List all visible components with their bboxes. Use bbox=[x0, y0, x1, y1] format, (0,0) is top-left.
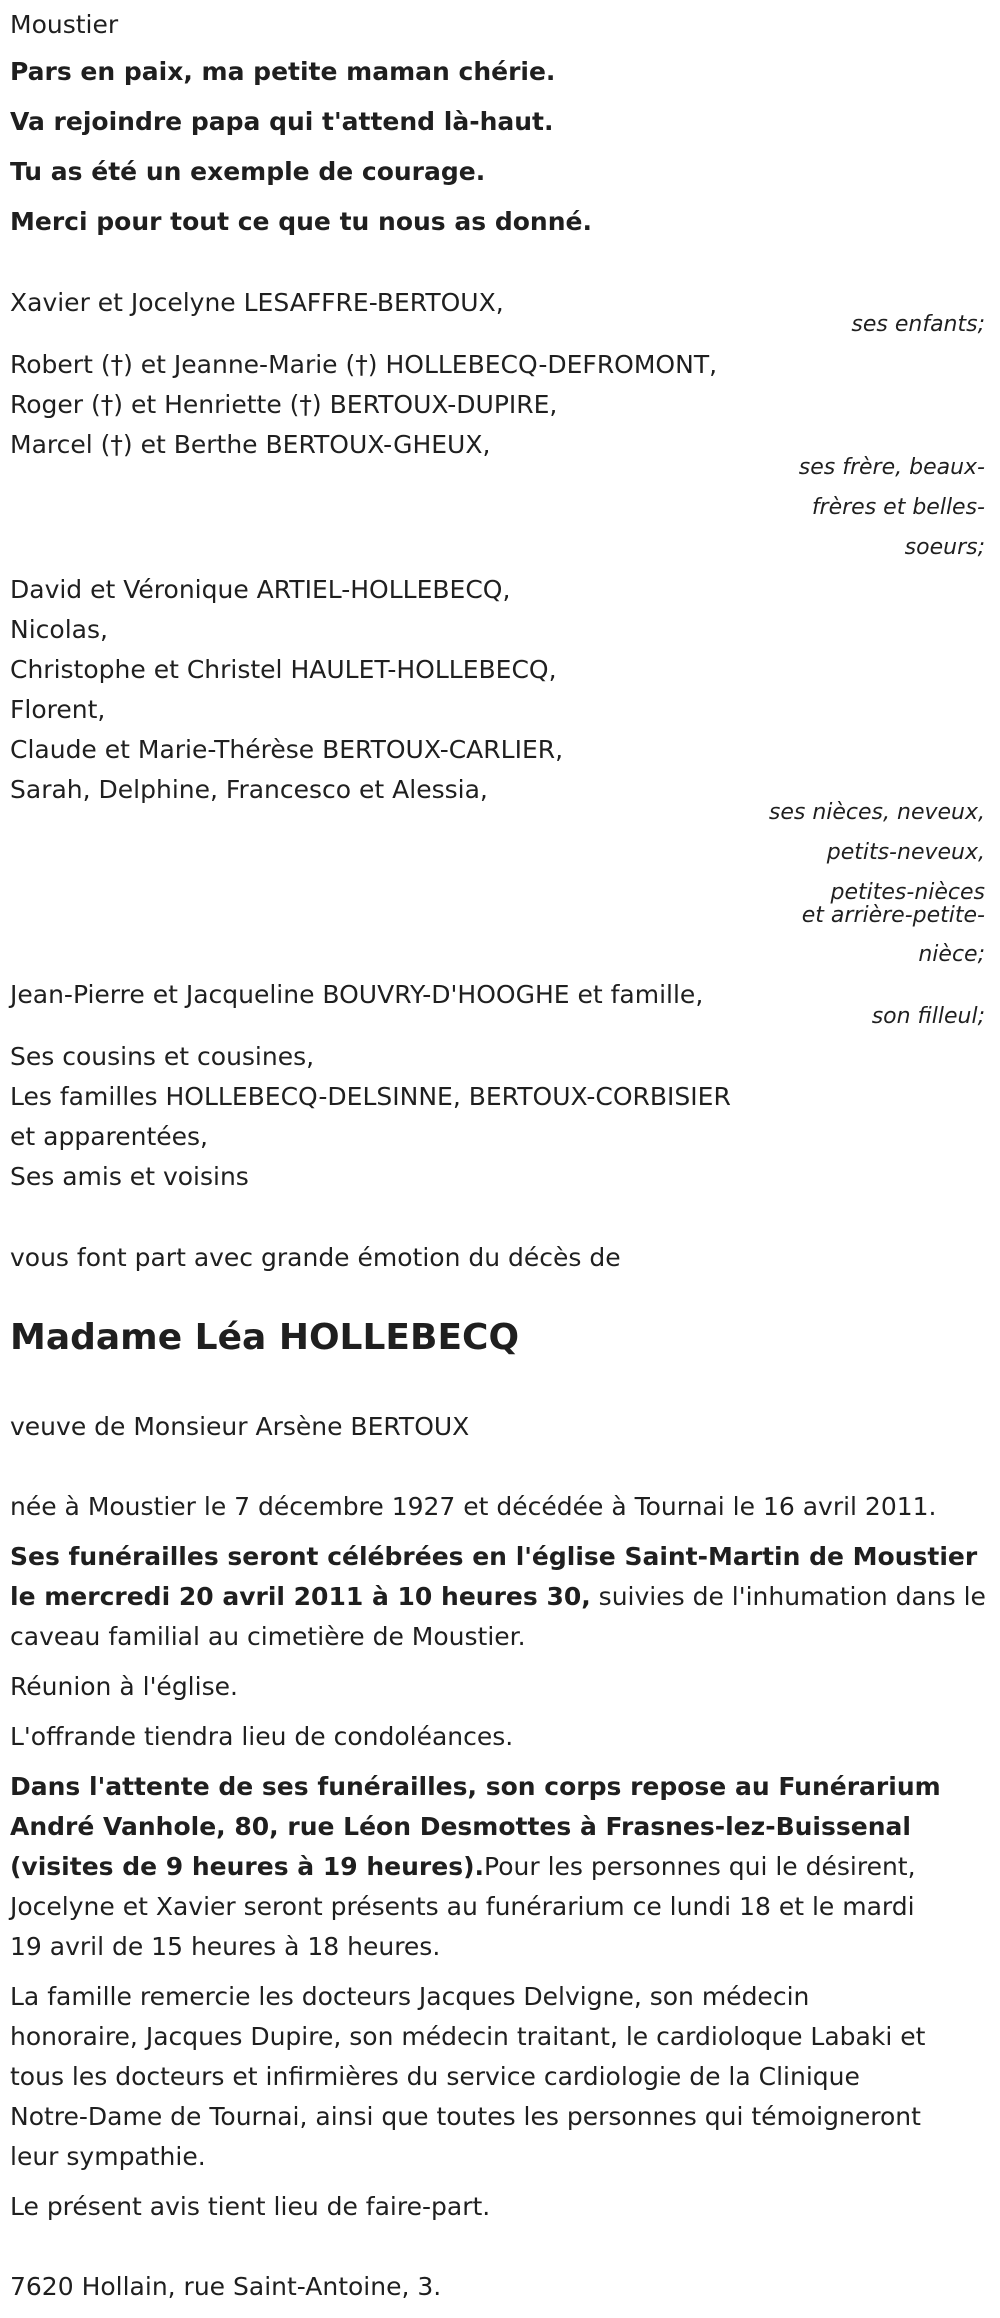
sibling-name: Roger (†) et Henriette (†) BERTOUX-DUPIRE, bbox=[10, 390, 558, 419]
others-line: Ses cousins et cousines, bbox=[10, 1042, 315, 1071]
niece-name: Nicolas, bbox=[10, 615, 108, 644]
funerarium-line: 19 avril de 15 heures à 18 heures. bbox=[10, 1932, 441, 1961]
funeral-line: Ses funérailles seront célébrées en l'église Saint-Martin de Moustier bbox=[10, 1542, 978, 1571]
poem-line: Merci pour tout ce que tu nous as donné. bbox=[10, 207, 592, 236]
others-line: et apparentées, bbox=[10, 1122, 208, 1151]
sibling-name: Marcel (†) et Berthe BERTOUX-GHEUX, bbox=[10, 430, 491, 459]
location-line: Moustier bbox=[10, 10, 119, 39]
niece-name: Christophe et Christel HAULET-HOLLEBECQ, bbox=[10, 655, 557, 684]
thanks-line: La famille remercie les docteurs Jacques Delvigne, son médecin bbox=[10, 1982, 810, 2011]
nieces-role-line: petites-nièces bbox=[830, 880, 985, 905]
funeral-line: caveau familial au cimetière de Moustier. bbox=[10, 1622, 526, 1651]
poem-line: Va rejoindre papa qui t'attend là-haut. bbox=[10, 107, 554, 136]
meeting-line: Réunion à l'église. bbox=[10, 1672, 238, 1701]
children-role: ses enfants; bbox=[851, 312, 985, 337]
funerarium-presence: Pour les personnes qui le désirent, bbox=[484, 1852, 916, 1881]
offering-line: L'offrande tiendra lieu de condoléances. bbox=[10, 1722, 514, 1751]
niece-name: Claude et Marie-Thérèse BERTOUX-CARLIER, bbox=[10, 735, 564, 764]
deceased-name: Madame Léa HOLLEBECQ bbox=[10, 1317, 520, 1358]
poem-line: Tu as été un exemple de courage. bbox=[10, 157, 486, 186]
announcement-line: vous font part avec grande émotion du décès de bbox=[10, 1243, 621, 1272]
siblings-role-line: soeurs; bbox=[904, 535, 985, 560]
siblings-role-line: frères et belles- bbox=[811, 495, 985, 520]
nieces-role-line: nièce; bbox=[918, 942, 985, 967]
nieces-role-line: petits-neveux, bbox=[826, 840, 985, 865]
godson-role: son filleul; bbox=[871, 1004, 985, 1029]
funeral-burial: suivies de l'inhumation dans le bbox=[590, 1582, 986, 1611]
funerarium-line: André Vanhole, 80, rue Léon Desmottes à Frasnes-lez-Buissenal bbox=[10, 1812, 911, 1841]
niece-name: Florent, bbox=[10, 695, 106, 724]
others-line: Ses amis et voisins bbox=[10, 1162, 249, 1191]
poem-line: Pars en paix, ma petite maman chérie. bbox=[10, 57, 556, 86]
others-line: Les familles HOLLEBECQ-DELSINNE, BERTOUX-CORBISIER bbox=[10, 1082, 731, 1111]
thanks-line: tous les docteurs et infirmières du service cardiologie de la Clinique bbox=[10, 2062, 860, 2091]
children-name: Xavier et Jocelyne LESAFFRE-BERTOUX, bbox=[10, 288, 504, 317]
thanks-line: honoraire, Jacques Dupire, son médecin traitant, le cardioloque Labaki et bbox=[10, 2022, 926, 2051]
widow-line: veuve de Monsieur Arsène BERTOUX bbox=[10, 1412, 470, 1441]
nieces-role-line: ses nièces, neveux, bbox=[768, 800, 985, 825]
funerarium-line bbox=[10, 1852, 916, 1882]
funerarium-line: Dans l'attente de ses funérailles, son corps repose au Funérarium bbox=[10, 1772, 941, 1801]
niece-name: Sarah, Delphine, Francesco et Alessia, bbox=[10, 775, 488, 804]
niece-name: David et Véronique ARTIEL-HOLLEBECQ, bbox=[10, 575, 511, 604]
notice-line: Le présent avis tient lieu de faire-part. bbox=[10, 2192, 491, 2221]
godson-name: Jean-Pierre et Jacqueline BOUVRY-D'HOOGHE et famille, bbox=[10, 980, 704, 1009]
thanks-line: leur sympathie. bbox=[10, 2142, 206, 2171]
funeral-line bbox=[10, 1582, 986, 1612]
funerarium-line: Jocelyne et Xavier seront présents au funérarium ce lundi 18 et le mardi bbox=[10, 1892, 915, 1921]
nieces-role-line: et arrière-petite- bbox=[801, 903, 985, 928]
funeral-date: le mercredi 20 avril 2011 à 10 heures 30, bbox=[10, 1582, 591, 1611]
address-line: 7620 Hollain, rue Saint-Antoine, 3. bbox=[10, 2272, 442, 2301]
sibling-name: Robert (†) et Jeanne-Marie (†) HOLLEBECQ-DEFROMONT, bbox=[10, 350, 718, 379]
siblings-role-line: ses frère, beaux- bbox=[798, 455, 985, 480]
birth-death-line: née à Moustier le 7 décembre 1927 et décédée à Tournai le 16 avril 2011. bbox=[10, 1492, 937, 1521]
funerarium-visits: (visites de 9 heures à 19 heures). bbox=[10, 1852, 485, 1881]
thanks-line: Notre-Dame de Tournai, ainsi que toutes les personnes qui témoigneront bbox=[10, 2102, 921, 2131]
